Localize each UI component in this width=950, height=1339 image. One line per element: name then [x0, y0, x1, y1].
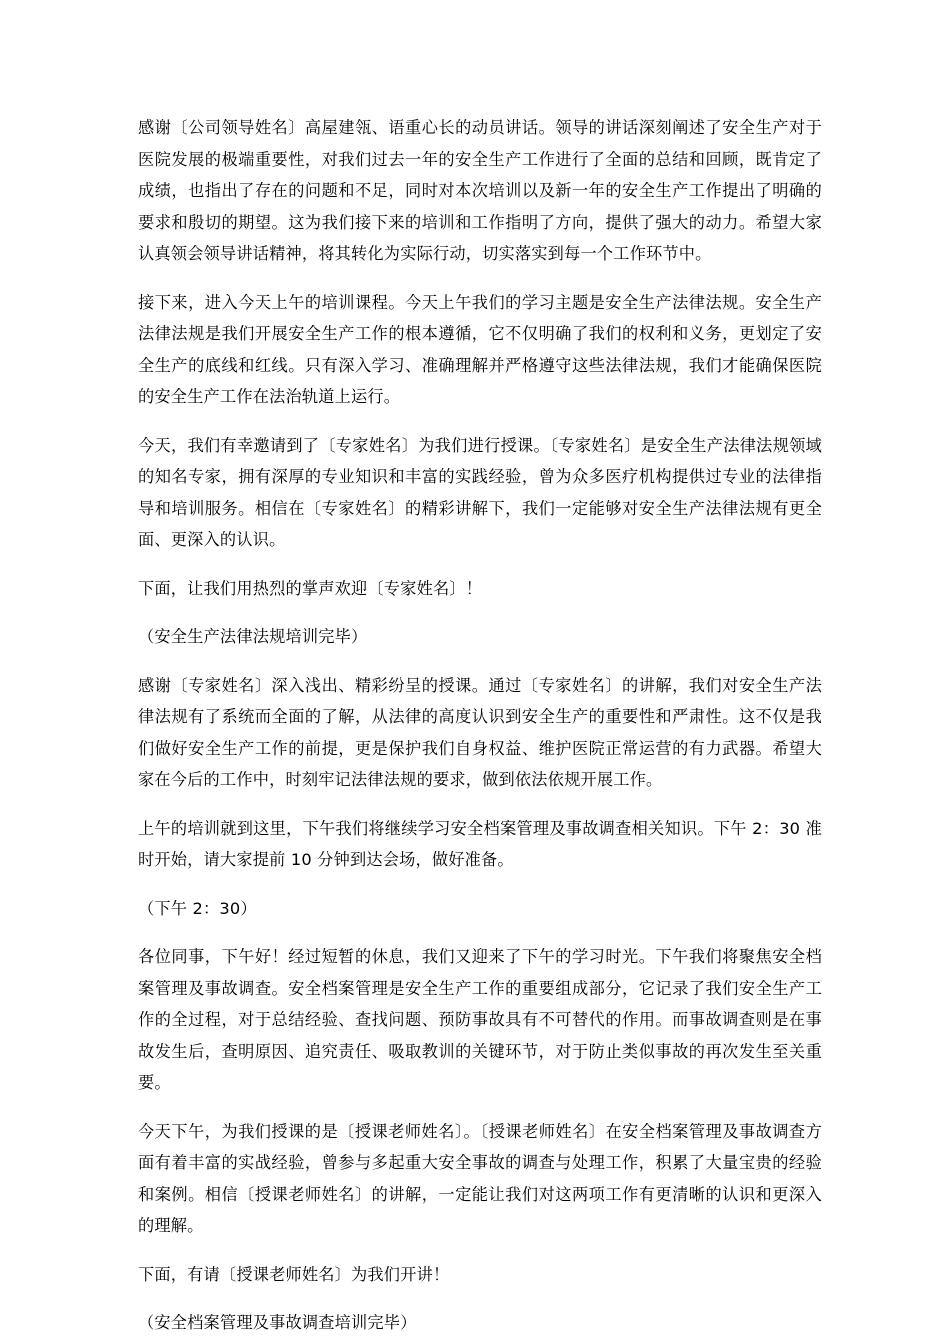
paragraph: 今天下午，为我们授课的是〔授课老师姓名〕。〔授课老师姓名〕在安全档案管理及事故调查方面有着丰富的实战经验，曾参与多起重大安全事故的调查与处理工作，积累了大量宝贵的经验和案例。相信〔授课老师姓名〕的讲解，一定能让我们对这两项工作有更清晰的认识和更深入的理解。 [138, 1121, 822, 1235]
paragraph: 感谢〔公司领导姓名〕高屋建瓴、语重心长的动员讲话。领导的讲话深刻阐述了安全生产对于医院发展的极端重要性，对我们过去一年的安全生产工作进行了全面的总结和回顾，既肯定了成绩，也指出了存在的问题和不足，同时对本次培训以及新一年的安全生产工作提出了明确的要求和殷切的期望。这为我们接下来的培训和工作指明了方向，提供了强大的动力。希望大家认真领会领导讲话精神，将其转化为实际行动，切实落实到每一个工作环节中。 [138, 118, 822, 263]
paragraph: （安全档案管理及事故调查培训完毕） [138, 1313, 417, 1332]
paragraph: 下面，有请〔授课老师姓名〕为我们开讲！ [138, 1264, 450, 1284]
paragraph: （下午 2：30） [138, 898, 257, 918]
paragraph: 感谢〔专家姓名〕深入浅出、精彩纷呈的授课。通过〔专家姓名〕的讲解，我们对安全生产法律法规有了系统而全面的了解，从法律的高度认识到安全生产的重要性和严肃性。这不仅是我们做好安全生产工作的前提，更是保护我们自身权益、维护医院正常运营的有力武器。希望大家在今后的工作中，时刻牢记法律法规的要求，做到依法依规开展工作。 [138, 675, 822, 789]
paragraph: （安全生产法律法规培训完毕） [138, 627, 368, 646]
paragraph: 上午的培训就到这里，下午我们将继续学习安全档案管理及事故调查相关知识。下午 2：30 准时开始，请大家提前 10 分钟到达会场，做好准备。 [138, 818, 822, 869]
document-body [138, 112, 822, 1339]
paragraph: 接下来，进入今天上午的培训课程。今天上午我们的学习主题是安全生产法律法规。安全生产法律法规是我们开展安全生产工作的根本遵循，它不仅明确了我们的权利和义务，更划定了安全生产的底线和红线。只有深入学习、准确理解并严格遵守这些法律法规，我们才能确保医院的安全生产工作在法治轨道上运行。 [138, 292, 822, 406]
paragraph: 各位同事，下午好！经过短暂的休息，我们又迎来了下午的学习时光。下午我们将聚焦安全档案管理及事故调查。安全档案管理是安全生产工作的重要组成部分，它记录了我们安全生产工作的全过程，对于总结经验、查找问题、预防事故具有不可替代的作用。而事故调查则是在事故发生后，查明原因、追究责任、吸取教训的关键环节，对于防止类似事故的再次发生至关重要。 [138, 947, 822, 1092]
paragraph: 今天，我们有幸邀请到了〔专家姓名〕为我们进行授课。〔专家姓名〕是安全生产法律法规领域的知名专家，拥有深厚的专业知识和丰富的实践经验，曾为众多医疗机构提供过专业的法律指导和培训服务。相信在〔专家姓名〕的精彩讲解下，我们一定能够对安全生产法律法规有更全面、更深入的认识。 [138, 435, 822, 549]
paragraph: 下面，让我们用热烈的掌声欢迎〔专家姓名〕！ [138, 578, 483, 598]
